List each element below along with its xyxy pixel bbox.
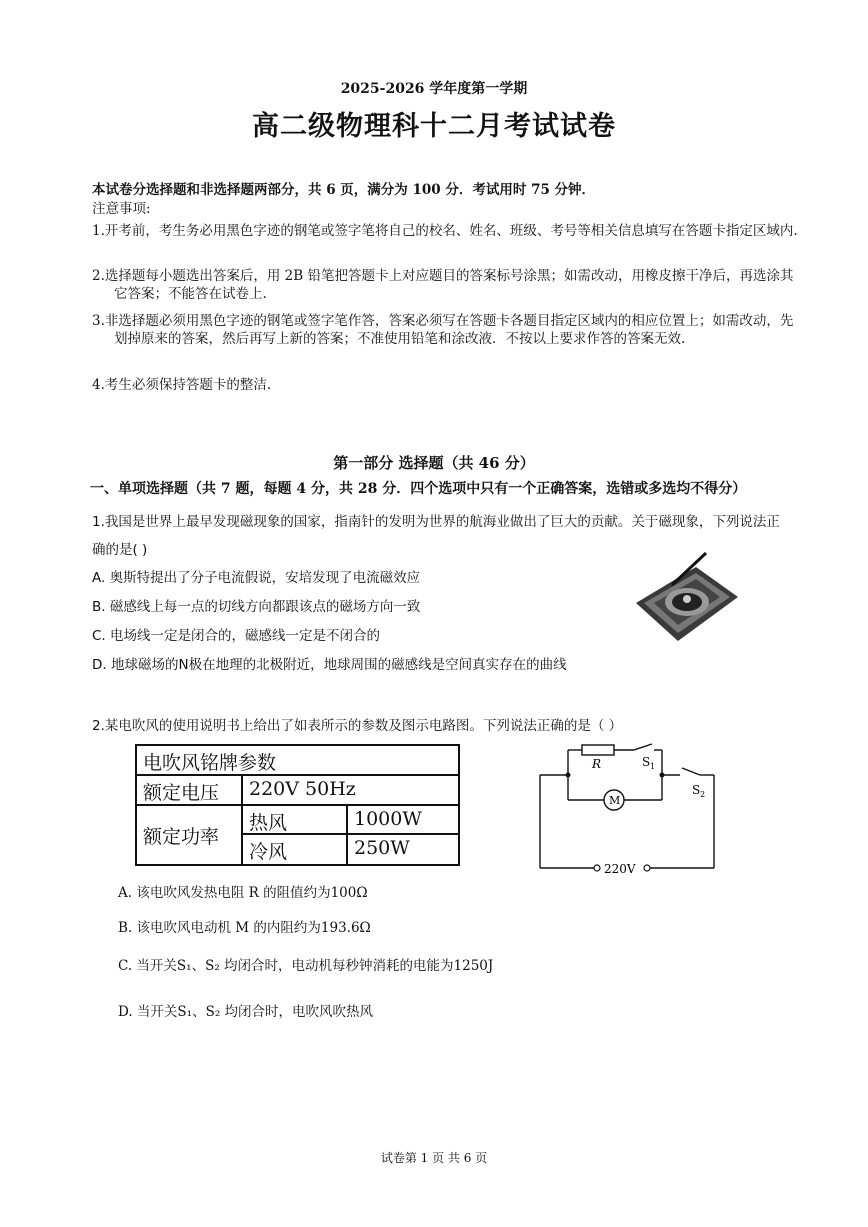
term-heading: 2025-2026 学年度第一学期	[340, 81, 528, 97]
q1-option-c: C. 电场线一定是闭合的，磁感线一定是不闭合的	[92, 628, 381, 644]
exam-title: 高二级物理科十二月考试试卷	[252, 111, 616, 142]
note-item: 3.非选择题必须用黑色字迹的钢笔或签字笔作答，答案必须写在答题卡各题目指定区域内的相应位置上；如需改动，先划掉原来的答案，然后再写上新的答案；不准使用铅笔和涂改液．不按以上要求作答的答案无效.	[92, 313, 794, 347]
notes-label: 注意事项:	[92, 201, 151, 217]
part-title: 第一部分 选择题（共 46 分）	[333, 454, 535, 472]
question-2-stem: 2.某电吹风的使用说明书上给出了如表所示的参数及图示电路图。下列说法正确的是（ ）	[92, 718, 623, 734]
q2-option-c: C. 当开关S₁、S₂ 均闭合时，电动机每秒钟消耗的电能为1250J	[118, 958, 494, 974]
q2-option-a: A. 该电吹风发热电阻 R 的阻值约为100Ω	[118, 885, 368, 901]
rated-voltage-label: 额定电压	[137, 776, 243, 806]
hot-air-value: 1000W	[348, 806, 458, 835]
hot-air-label: 热风	[243, 806, 348, 835]
note-item: 2.选择题每小题选出答案后，用 2B 铅笔把答题卡上对应题目的答案标号涂黑；如需改动，用橡皮擦干净后，再选涂其它答案；不能答在试卷上.	[92, 268, 794, 302]
rated-voltage-value: 220V 50Hz	[243, 776, 458, 806]
note-item: 1.开考前，考生务必用黑色字迹的钢笔或签字笔将自己的校名、姓名、班级、考号等相关信息填写在答题卡指定区域内.	[92, 223, 798, 239]
supply-label: 220V	[604, 862, 636, 876]
resistor-label: R	[592, 757, 602, 771]
switch1-label: S	[642, 755, 651, 769]
switch1-subscript: 1	[650, 762, 656, 771]
spec-table	[135, 744, 460, 866]
q1-option-d: D. 地球磁场的N极在地理的北极附近，地球周围的磁感线是空间真实存在的曲线	[92, 657, 567, 673]
q2-option-b: B. 该电吹风电动机 M 的内阻约为193.6Ω	[118, 920, 371, 936]
switch2-subscript: 2	[700, 790, 706, 799]
page-footer: 试卷第 1 页 共 6 页	[380, 1151, 488, 1165]
q1-option-b: B. 磁感线上每一点的切线方向都跟该点的磁场方向一致	[92, 599, 421, 615]
cold-air-label: 冷风	[243, 835, 348, 864]
compass-image	[632, 545, 742, 645]
q2-option-d: D. 当开关S₁、S₂ 均闭合时，电吹风吹热风	[118, 1004, 374, 1020]
motor-label: M	[609, 794, 621, 807]
section-title: 一、单项选择题（共 7 题，每题 4 分，共 28 分．四个选项中只有一个正确答案，选错或多选均不得分）	[90, 481, 747, 497]
rated-power-label: 额定功率	[137, 806, 243, 864]
cold-air-value: 250W	[354, 837, 410, 859]
circuit-diagram	[530, 738, 730, 888]
note-item: 4.考生必须保持答题卡的整洁.	[92, 377, 272, 393]
exam-info: 本试卷分选择题和非选择题两部分，共 6 页，满分为 100 分．考试用时 75 分钟．	[92, 182, 596, 198]
switch2-label: S	[692, 783, 701, 797]
q1-option-a: A. 奥斯特提出了分子电流假说，安培发现了电流磁效应	[92, 570, 421, 586]
question-1-stem: 1.我国是世界上最早发现磁现象的国家，指南针的发明为世界的航海业做出了巨大的贡献。关于磁现象，下列说法正确的是( )	[92, 514, 780, 558]
spec-title: 电吹风铭牌参数	[137, 746, 458, 776]
